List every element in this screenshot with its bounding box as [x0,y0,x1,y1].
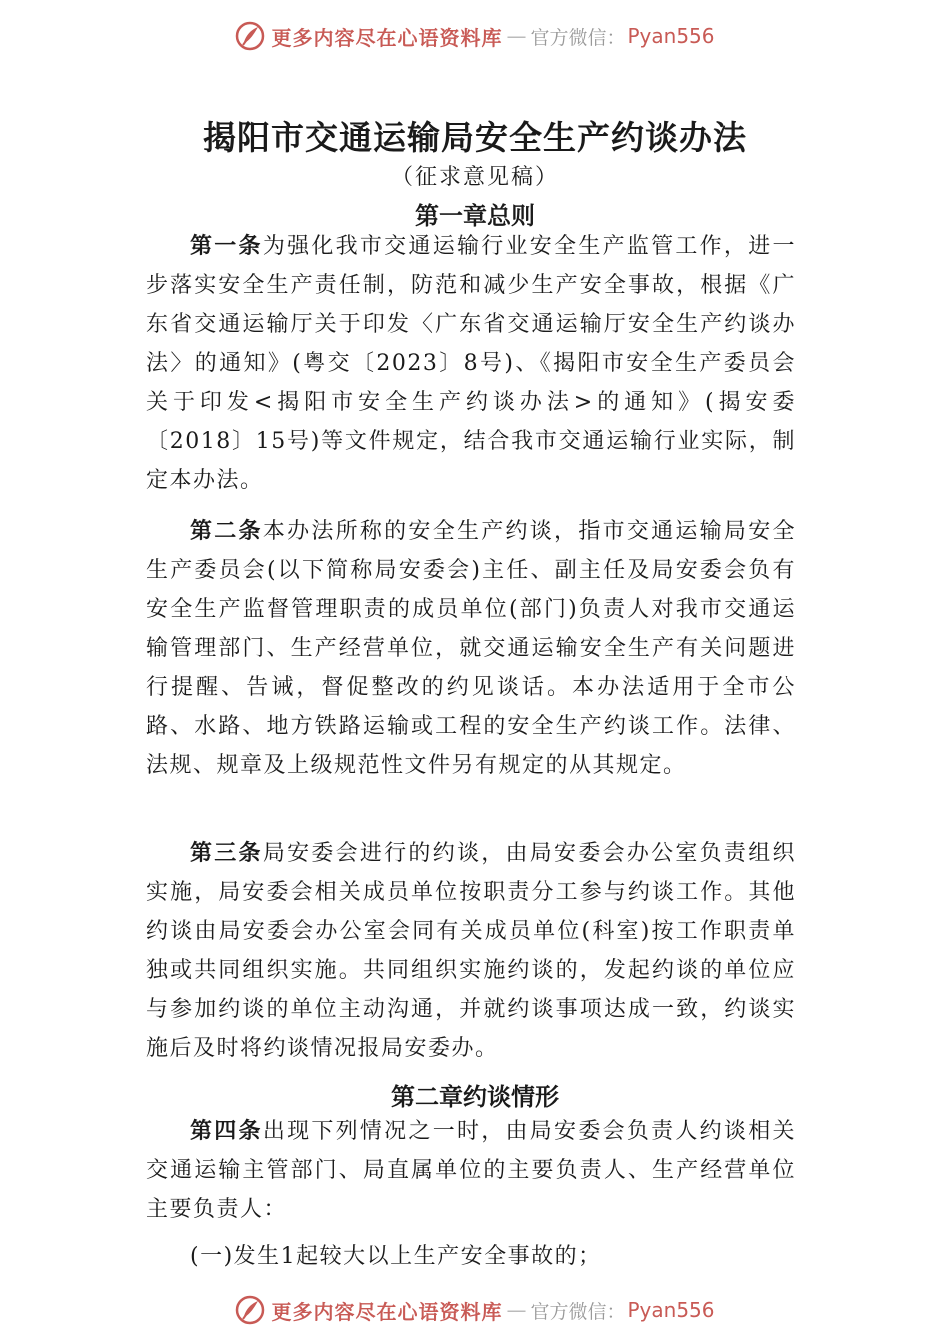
document-title: 揭阳市交通运输局安全生产约谈办法 [203,118,747,157]
article-paragraph [146,227,796,500]
article-text: 局安委会进行的约谈，由局安委会办公室负责组织实施，局安委会相关成员单位按职责分工参与约谈工作。其他约谈由局安委会办公室会同有关成员单位(科室)按工作职责单独或共同组织实施。共同组织实施约谈的，发起约谈的单位应与参加约谈的单位主动沟通，并就约谈事项达成一致，约谈实施后及时将约谈情况报局安委办。 [146,841,796,1061]
banner-wechat-label: 官方微信： [530,1300,626,1323]
article-label: 第四条 [190,1119,263,1144]
banner-wechat-label: 官方微信： [530,26,626,49]
article-paragraph [146,512,796,785]
article-label: 第一条 [190,234,263,259]
article-paragraph [146,834,796,1068]
quill-pen-logo-icon [235,21,265,51]
header-banner [0,16,950,56]
banner-wechat-id: Pyan556 [627,1298,715,1322]
banner-brand-text: 更多内容尽在心语资料库 [271,25,503,50]
article-label: 第二条 [190,519,263,544]
chapter-heading: 第一章总则 [415,202,535,230]
banner-brand-text: 更多内容尽在心语资料库 [271,1299,503,1324]
document-subtitle: （征求意见稿） [390,165,559,190]
article-label: 第三条 [190,841,263,866]
footer-banner [0,1290,950,1330]
banner-separator: — [506,1298,527,1322]
banner-separator: — [506,24,527,48]
list-item: (一)发生1起较大以上生产安全事故的； [190,1244,602,1269]
article-text: 出现下列情况之一时，由局安委会负责人约谈相关交通运输主管部门、局直属单位的主要负责人、生产经营单位主要负责人： [146,1119,796,1222]
article-text: 本办法所称的安全生产约谈，指市交通运输局安全生产委员会(以下简称局安委会)主任、副主任及局安委会负有安全生产监督管理职责的成员单位(部门)负责人对我市交通运输管理部门、生产经营单位，就交通运输安全生产有关问题进行提醒、告诫，督促整改的约见谈话。本办法适用于全市公路、水路、地方铁路运输或工程的安全生产约谈工作。法律、法规、规章及上级规范性文件另有规定的从其规定。 [146,519,796,778]
article-paragraph [146,1112,796,1229]
article-text: 为强化我市交通运输行业安全生产监管工作，进一步落实安全生产责任制，防范和减少生产安全事故，根据《广东省交通运输厅关于印发〈广东省交通运输厅安全生产约谈办法〉的通知》(粤交〔2023〕8号)、《揭阳市安全生产委员会关于印发<揭阳市安全生产约谈办法>的通知》(揭安委〔2018〕15号)等文件规定，结合我市交通运输行业实际，制定本办法。 [146,234,796,493]
chapter-heading: 第二章约谈情形 [391,1083,559,1111]
quill-pen-logo-icon [235,1295,265,1325]
banner-wechat-id: Pyan556 [627,24,715,48]
